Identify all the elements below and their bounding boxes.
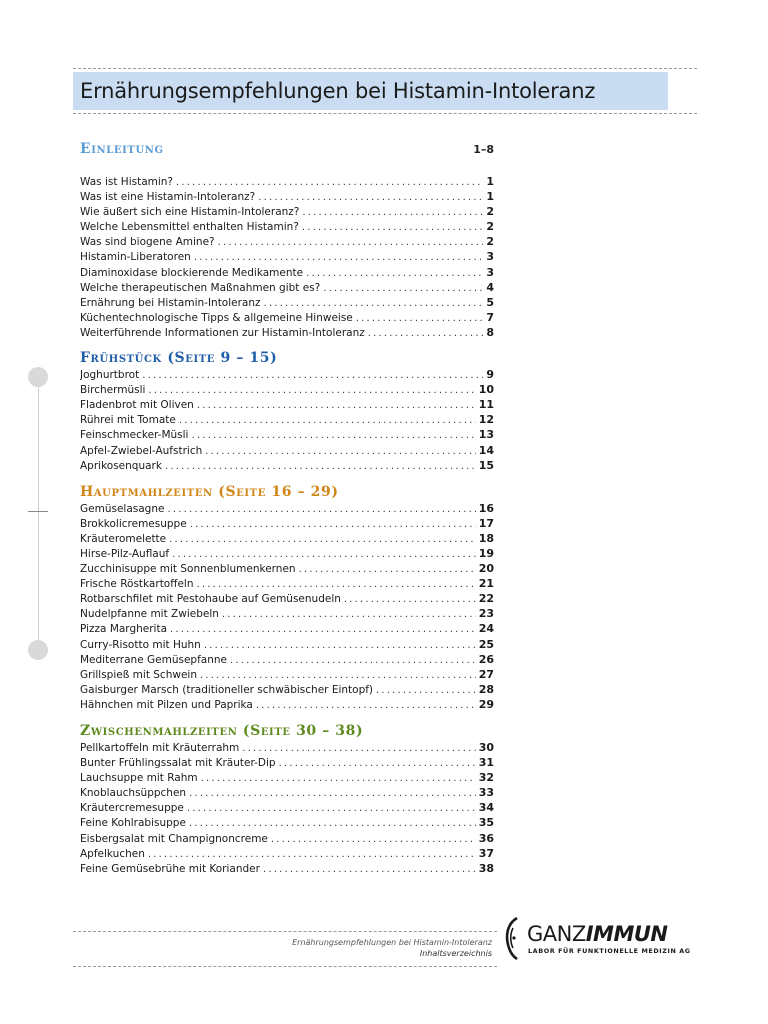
binder-hole-bottom (28, 640, 48, 660)
toc-entry (80, 561, 494, 576)
toc-entry-label: Welche Lebensmittel enthalten Histamin? (80, 221, 299, 234)
table-of-contents (80, 140, 494, 876)
toc-entry-label: Frische Röstkartoffeln (80, 578, 194, 591)
toc-entry-page: 20 (478, 562, 494, 576)
toc-leader-dots (205, 444, 475, 458)
toc-leader-dots (230, 653, 476, 667)
toc-entry-label: Rotbarschfilet mit Pestohaube auf Gemüsenudeln (80, 593, 341, 606)
toc-entry-page: 15 (478, 458, 494, 472)
toc-leader-dots (218, 235, 483, 249)
toc-entry (80, 546, 494, 561)
toc-leader-dots (344, 592, 476, 606)
toc-entry-label: Küchentechnologische Tipps & allgemeine Hinweise (80, 311, 353, 324)
toc-leader-dots (222, 607, 476, 621)
toc-entry-label: Was sind biogene Amine? (80, 236, 215, 249)
toc-entry-label: Pellkartoffeln mit Kräuterrahm (80, 742, 240, 754)
toc-entry-page: 19 (478, 546, 494, 560)
toc-leader-dots (299, 562, 476, 576)
toc-entry-label: Wie äußert sich eine Histamin-Intoleranz? (80, 206, 300, 219)
toc-entry (80, 861, 494, 876)
toc-entry-page: 25 (478, 637, 494, 651)
toc-entry-label: Birchermüsli (80, 384, 146, 397)
logo-wordmark: GANZIMMUN (527, 922, 668, 946)
toc-entry (80, 397, 494, 412)
section-heading-hauptmahlzeiten (80, 483, 494, 501)
toc-entry-page: 38 (478, 861, 494, 875)
toc-entry-label: Zucchinisuppe mit Sonnenblumenkernen (80, 563, 296, 576)
toc-entry-label: Histamin-Liberatoren (80, 251, 191, 264)
toc-entry-page: 27 (478, 667, 494, 681)
toc-entry-label: Pizza Margherita (80, 623, 168, 636)
toc-entry-label: Diaminoxidase blockierende Medikamente (80, 266, 304, 279)
toc-entry (80, 204, 494, 219)
toc-entry-page: 26 (478, 652, 494, 666)
toc-entry-label: Eisbergsalat mit Champignoncreme (80, 832, 268, 845)
toc-entry (80, 427, 494, 442)
toc-entry (80, 367, 494, 382)
toc-entry-page: 23 (478, 607, 494, 621)
toc-entry-page: 33 (478, 786, 494, 800)
toc-leader-dots (376, 683, 476, 697)
toc-entry-page: 3 (486, 250, 494, 264)
toc-leader-dots (189, 816, 476, 830)
binder-hole-top (28, 367, 48, 387)
toc-leader-dots (356, 311, 483, 325)
toc-leader-dots (279, 756, 476, 770)
toc-entry-page: 37 (478, 846, 494, 860)
ganzimmun-logo (503, 914, 693, 964)
toc-entry-page: 4 (486, 280, 494, 294)
toc-leader-dots (190, 517, 476, 531)
toc-entry-page: 1 (486, 175, 494, 188)
toc-entry (80, 831, 494, 846)
section-page-range: 1–8 (473, 143, 494, 156)
toc-entry (80, 697, 494, 712)
toc-entry (80, 815, 494, 830)
toc-entry-label: Ernährung bei Histamin-Intoleranz (80, 296, 261, 309)
toc-leader-dots (189, 786, 476, 800)
toc-entry-page: 9 (486, 368, 494, 382)
toc-entry-page: 21 (478, 577, 494, 591)
toc-list-fruehstueck (80, 367, 494, 473)
toc-entry (80, 516, 494, 531)
toc-entry-label: Gemüselasagne (80, 502, 165, 515)
toc-entry-page: 32 (478, 771, 494, 785)
section-heading-fruehstueck (80, 349, 494, 367)
toc-leader-dots (323, 281, 483, 295)
toc-entry (80, 412, 494, 427)
toc-entry (80, 189, 494, 204)
toc-entry-page: 8 (486, 325, 494, 339)
toc-entry-page: 14 (478, 443, 494, 457)
toc-leader-dots (263, 862, 476, 876)
toc-entry-label: Apfelkuchen (80, 847, 145, 860)
toc-entry (80, 295, 494, 310)
toc-leader-dots (197, 577, 476, 591)
section-title: Hauptmahlzeiten (Seite 16 – 29) (80, 483, 339, 500)
toc-leader-dots (302, 205, 483, 219)
toc-entry-page: 31 (478, 756, 494, 770)
toc-entry-label: Kräutercremesuppe (80, 802, 184, 815)
toc-entry (80, 846, 494, 861)
section-heading-einleitung (80, 140, 494, 159)
footer-document-title: Ernährungsempfehlungen bei Histamin-Intoleranz (292, 938, 492, 947)
toc-leader-dots (368, 326, 483, 340)
toc-leader-dots (167, 502, 475, 516)
toc-entry (80, 501, 494, 516)
toc-entry-label: Grillspieß mit Schwein (80, 668, 197, 681)
toc-leader-dots (187, 801, 476, 815)
toc-leader-dots (197, 398, 476, 412)
toc-entry (80, 234, 494, 249)
toc-list-hauptmahlzeiten (80, 501, 494, 712)
toc-entry (80, 325, 494, 340)
section-title: Zwischenmahlzeiten (Seite 30 – 38) (80, 723, 364, 739)
toc-entry-page: 17 (478, 516, 494, 530)
toc-entry (80, 576, 494, 591)
toc-leader-dots (172, 547, 476, 561)
title-band (73, 68, 697, 114)
toc-entry-page: 22 (478, 592, 494, 606)
toc-leader-dots (179, 413, 476, 427)
toc-entry-label: Feine Kohlrabisuppe (80, 817, 186, 830)
toc-entry (80, 606, 494, 621)
toc-entry (80, 591, 494, 606)
toc-entry (80, 621, 494, 636)
toc-leader-dots (191, 428, 475, 442)
toc-entry-label: Bunter Frühlingssalat mit Kräuter-Dip (80, 757, 276, 770)
toc-entry-label: Weiterführende Informationen zur Histamin-Intoleranz (80, 326, 365, 339)
logo-tagline: LABOR FÜR FUNKTIONELLE MEDIZIN AG (528, 947, 691, 955)
toc-entry-label: Lauchsuppe mit Rahm (80, 772, 198, 785)
toc-leader-dots (194, 250, 483, 264)
toc-entry-page: 35 (478, 816, 494, 830)
toc-entry-label: Hirse-Pilz-Auflauf (80, 547, 170, 560)
toc-entry-label: Curry-Risotto mit Huhn (80, 638, 201, 651)
toc-entry (80, 652, 494, 667)
toc-entry-page: 7 (486, 310, 494, 324)
toc-entry (80, 755, 494, 770)
toc-leader-dots (148, 847, 476, 861)
toc-entry (80, 770, 494, 785)
section-heading-zwischenmahlzeiten (80, 722, 494, 740)
toc-entry (80, 382, 494, 397)
toc-leader-dots (258, 190, 483, 204)
toc-entry (80, 310, 494, 325)
toc-entry (80, 682, 494, 697)
toc-entry-page: 2 (486, 235, 494, 249)
toc-leader-dots (306, 266, 483, 280)
toc-leader-dots (201, 771, 476, 785)
toc-leader-dots (200, 668, 476, 682)
toc-entry-label: Mediterrane Gemüsepfanne (80, 653, 227, 666)
footer-divider-top (73, 931, 497, 932)
toc-entry (80, 458, 494, 473)
toc-entry-label: Apfel-Zwiebel-Aufstrich (80, 444, 203, 457)
toc-leader-dots (256, 698, 476, 712)
binder-line (38, 368, 39, 658)
toc-entry (80, 800, 494, 815)
toc-entry (80, 531, 494, 546)
toc-entry (80, 667, 494, 682)
toc-entry-page: 2 (486, 205, 494, 219)
toc-leader-dots (264, 296, 483, 310)
section-title: Einleitung (80, 141, 164, 157)
toc-entry-label: Aprikosenquark (80, 459, 162, 472)
toc-entry-label: Knoblauchsüppchen (80, 787, 187, 800)
logo-mark-icon (503, 916, 523, 960)
toc-entry-label: Was ist Histamin? (80, 176, 174, 188)
toc-entry-label: Brokkolicremesuppe (80, 517, 187, 530)
toc-leader-dots (165, 459, 476, 473)
toc-leader-dots (242, 741, 475, 755)
toc-leader-dots (176, 175, 483, 189)
toc-entry (80, 249, 494, 264)
toc-entry-label: Rührei mit Tomate (80, 414, 176, 427)
toc-entry (80, 785, 494, 800)
toc-list-einleitung (80, 174, 494, 340)
toc-entry-page: 5 (486, 295, 494, 309)
toc-entry (80, 174, 494, 189)
toc-entry-label: Joghurtbrot (80, 369, 140, 382)
toc-leader-dots (169, 532, 476, 546)
center-mark (28, 511, 48, 512)
footer-chapter: Inhaltsverzeichnis (419, 949, 492, 958)
toc-entry-label: Fladenbrot mit Oliven (80, 399, 194, 412)
toc-entry-label: Hähnchen mit Pilzen und Paprika (80, 698, 253, 711)
toc-entry-label: Feine Gemüsebrühe mit Koriander (80, 862, 260, 875)
toc-leader-dots (204, 638, 476, 652)
page-title: Ernährungsempfehlungen bei Histamin-Intoleranz (73, 72, 668, 110)
section-title: Frühstück (Seite 9 – 15) (80, 350, 278, 367)
toc-entry-page: 13 (478, 428, 494, 442)
toc-entry-page: 28 (478, 682, 494, 696)
toc-list-zwischenmahlzeiten (80, 740, 494, 876)
toc-entry-page: 10 (478, 383, 494, 397)
toc-entry (80, 219, 494, 234)
toc-entry-page: 2 (486, 220, 494, 234)
toc-leader-dots (302, 220, 483, 234)
toc-entry-page: 36 (478, 831, 494, 845)
toc-entry-page: 16 (478, 501, 494, 515)
toc-entry (80, 443, 494, 458)
toc-entry-label: Nudelpfanne mit Zwiebeln (80, 608, 219, 621)
toc-entry-page: 12 (478, 413, 494, 427)
footer-divider-bottom (73, 966, 497, 967)
toc-leader-dots (271, 832, 476, 846)
footer-text (292, 937, 492, 959)
toc-entry-page: 18 (478, 531, 494, 545)
toc-entry-page: 11 (478, 398, 494, 412)
toc-entry (80, 637, 494, 652)
toc-entry-label: Gaisburger Marsch (traditioneller schwäbischer Eintopf) (80, 683, 374, 696)
toc-entry-page: 29 (478, 697, 494, 711)
toc-leader-dots (142, 368, 483, 382)
toc-entry-page: 3 (486, 265, 494, 279)
toc-leader-dots (170, 622, 476, 636)
toc-entry-label: Welche therapeutischen Maßnahmen gibt es? (80, 281, 321, 294)
toc-entry-page: 30 (478, 741, 494, 754)
toc-entry (80, 740, 494, 755)
toc-entry-label: Kräuteromelette (80, 532, 167, 545)
toc-entry (80, 265, 494, 280)
toc-entry-label: Feinschmecker-Müsli (80, 429, 189, 442)
toc-entry-label: Was ist eine Histamin-Intoleranz? (80, 191, 256, 204)
toc-leader-dots (148, 383, 475, 397)
toc-entry-page: 24 (478, 622, 494, 636)
toc-entry-page: 1 (486, 190, 494, 204)
toc-entry (80, 280, 494, 295)
toc-entry-page: 34 (478, 801, 494, 815)
